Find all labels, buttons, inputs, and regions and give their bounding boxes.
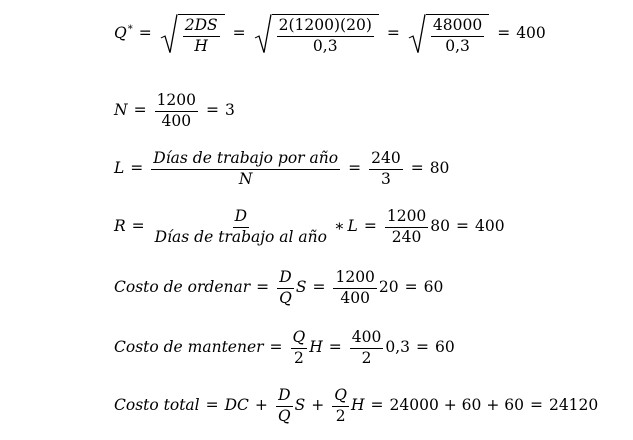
equals-sign: = — [205, 396, 219, 415]
equals-sign: = — [131, 217, 145, 236]
fraction-workdays-over-n: $\frac{\text{Días de trabajo por año}}{N}$ — [153, 149, 339, 188]
equation-ordering-cost — [114, 270, 443, 306]
result-value: 24120 — [548, 396, 599, 415]
equals-sign: = — [386, 24, 400, 43]
radical-icon — [408, 14, 426, 54]
equals-sign: = — [328, 338, 342, 357]
equals-sign: = — [370, 396, 384, 415]
equals-sign: = — [529, 396, 543, 415]
plus-sign: + — [254, 396, 268, 415]
equals-sign: = — [348, 159, 362, 178]
h-variable: H — [350, 396, 365, 415]
s-variable: S — [295, 278, 307, 297]
equation-reorder-point — [114, 209, 505, 245]
fraction-numeric: $\frac{48000}{0,3}$ — [432, 16, 483, 55]
equals-sign: = — [404, 278, 418, 297]
equals-sign: = — [416, 338, 430, 357]
equals-sign: = — [497, 24, 511, 43]
result-value: 60 — [435, 338, 455, 357]
equals-sign: = — [256, 278, 270, 297]
fraction-d-over-workdays: $\frac{D}{\text{Días de trabajo al año}}$ — [154, 207, 327, 246]
fraction-q-over-2: $\frac{Q}{2}$ — [292, 328, 306, 367]
fraction-2ds-over-h: $\frac{2DS}{H}$ — [184, 16, 218, 55]
equals-sign: = — [312, 278, 326, 297]
lhs-variable: N — [114, 101, 128, 120]
result-value: 60 — [423, 278, 444, 297]
equals-sign: = — [269, 338, 283, 357]
sqrt-expression — [160, 14, 225, 54]
result-value: 400 — [516, 24, 546, 43]
radical-icon — [160, 14, 178, 54]
equation-time-between-orders — [114, 151, 449, 187]
equals-sign: = — [206, 101, 220, 120]
l-variable: L — [347, 217, 358, 236]
equals-sign: = — [363, 217, 377, 236]
radical-icon — [254, 14, 272, 54]
equation-number-of-orders — [114, 93, 235, 129]
factor-value: 80 — [430, 217, 451, 236]
factor-value: 20 — [378, 278, 399, 297]
equation-total-cost — [114, 388, 598, 424]
dc-term: DC — [224, 396, 249, 415]
equals-sign: = — [232, 24, 246, 43]
h-variable: H — [309, 338, 323, 357]
fraction-numeric: $\frac{240}{3}$ — [371, 149, 401, 188]
equals-sign: = — [133, 101, 147, 120]
result-value: 400 — [475, 217, 505, 236]
lhs-label: Costo de mantener — [114, 338, 264, 357]
result-value: 80 — [429, 159, 450, 178]
fraction-numeric: $\frac{1200}{240}$ — [386, 207, 427, 246]
equals-sign: = — [410, 159, 424, 178]
sqrt-expression — [408, 14, 489, 54]
equation-holding-cost — [114, 330, 455, 366]
sqrt-expression — [254, 14, 379, 54]
result-value: 3 — [225, 101, 235, 120]
fraction-numeric: $\frac{1200}{400}$ — [156, 91, 197, 130]
multiply-sign: ∗ — [334, 217, 345, 236]
eoq-variable: Q* — [114, 24, 133, 43]
s-variable: S — [294, 396, 306, 415]
fraction-d-over-q: $\frac{D}{Q}$ — [279, 268, 292, 307]
equals-sign: = — [138, 24, 152, 43]
lhs-variable: L — [114, 159, 125, 178]
plus-sign: + — [311, 396, 325, 415]
fraction-numeric: $\frac{1200}{400}$ — [335, 268, 375, 307]
sum-expression: 24000 + 60 + 60 — [389, 396, 524, 415]
fraction-numeric: $\frac{2(1200)(20)}{0,3}$ — [278, 16, 372, 55]
factor-value: 0,3 — [385, 338, 411, 357]
equation-eoq — [114, 14, 546, 54]
fraction-numeric: $\frac{400}{2}$ — [351, 328, 382, 367]
fraction-d-over-q: $\frac{D}{Q}$ — [277, 386, 291, 425]
lhs-label: Costo de ordenar — [114, 278, 251, 297]
fraction-q-over-2: $\frac{Q}{2}$ — [334, 386, 347, 425]
equals-sign: = — [456, 217, 470, 236]
equals-sign: = — [130, 159, 144, 178]
lhs-label: Costo total — [114, 396, 200, 415]
lhs-variable: R — [114, 217, 126, 236]
